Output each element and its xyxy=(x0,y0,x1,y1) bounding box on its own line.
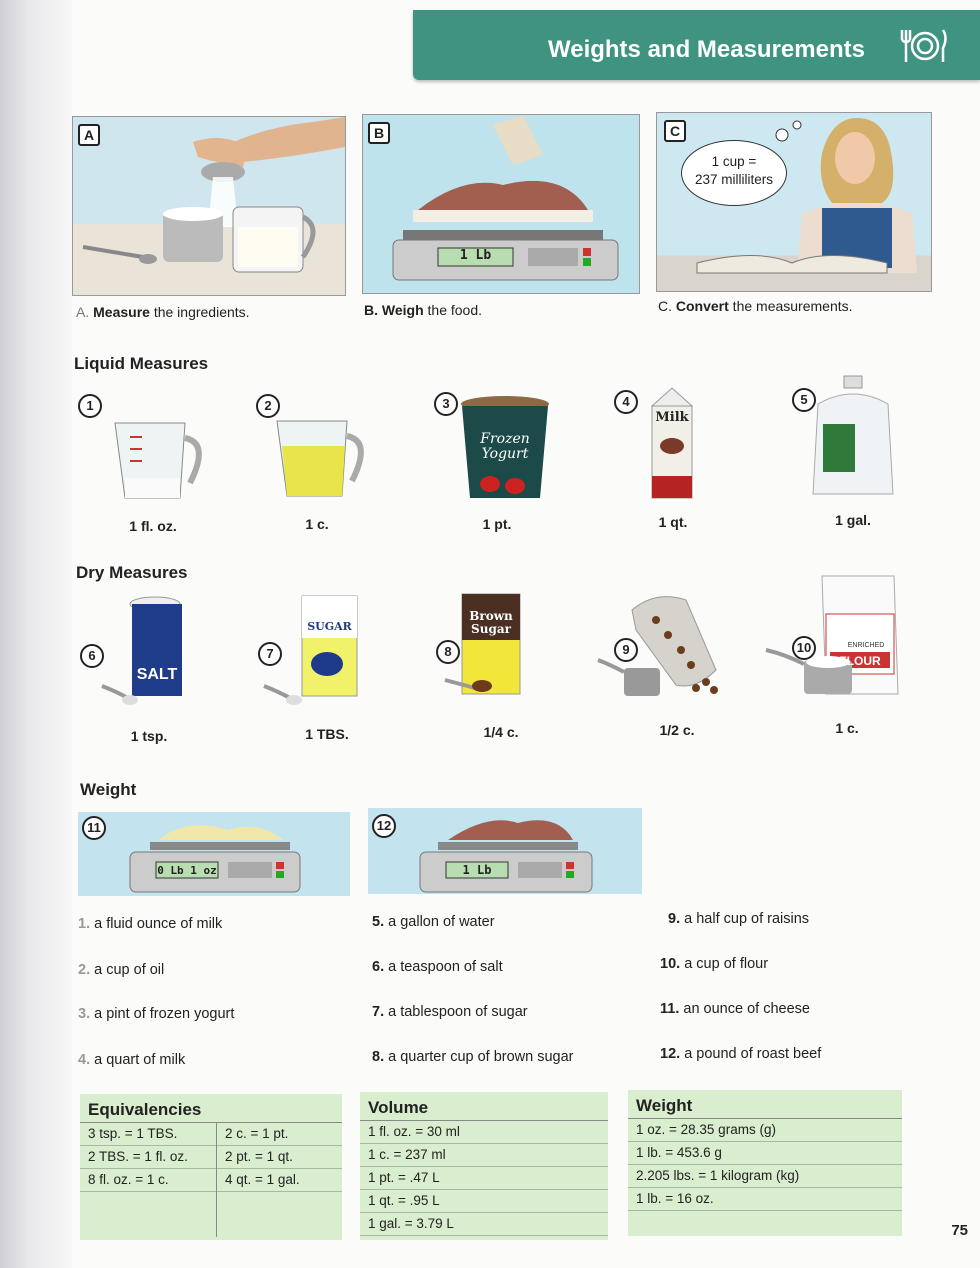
vocab-text: a gallon of water xyxy=(388,914,495,930)
vocab-item-5 xyxy=(372,914,495,930)
caption-a xyxy=(76,304,250,320)
liquid-label-5: 1 gal. xyxy=(835,512,871,528)
item-number-3: 3 xyxy=(434,392,458,416)
plate-fork-knife-icon xyxy=(900,26,948,66)
vocab-item-3 xyxy=(78,1006,234,1022)
brown-sugar-label: Brown Sugar xyxy=(469,609,513,636)
dry-label-6: 1 tsp. xyxy=(130,728,168,744)
weight-table-title: Weight xyxy=(628,1090,902,1119)
vocab-num: 9. xyxy=(668,911,681,927)
vocab-item-10 xyxy=(660,956,768,972)
item-number-11: 11 xyxy=(82,816,106,840)
table-cell: 1 gal. = 3.79 L xyxy=(360,1213,608,1236)
panel-letter-c: C xyxy=(664,120,686,142)
table-cell: 2 TBS. = 1 fl. oz. xyxy=(80,1146,216,1169)
item-number-12: 12 xyxy=(372,814,396,838)
gallon-jug-image xyxy=(808,374,898,498)
table-cell: 2.205 lbs. = 1 kilogram (kg) xyxy=(628,1165,902,1188)
thought-bubble xyxy=(681,140,787,206)
item-number-8: 8 xyxy=(436,640,460,664)
weight-panel-11 xyxy=(78,812,350,896)
vocab-num: 2. xyxy=(78,962,91,978)
table-cell: 1 qt. = .95 L xyxy=(360,1190,608,1213)
caption-b-verb: Weigh xyxy=(381,302,424,318)
table-cell: 8 fl. oz. = 1 c. xyxy=(80,1169,216,1192)
item-number-5: 5 xyxy=(792,388,816,412)
vocab-num: 6. xyxy=(372,959,385,975)
vocab-item-2 xyxy=(78,962,164,978)
table-cell: 1 pt. = .47 L xyxy=(360,1167,608,1190)
panel-convert-measurements xyxy=(656,112,932,292)
vocab-item-1 xyxy=(78,916,222,932)
liquid-label-1: 1 fl. oz. xyxy=(129,518,177,534)
vocab-text: an ounce of cheese xyxy=(683,1001,810,1017)
vocab-text: a quart of milk xyxy=(94,1052,186,1068)
flour-enriched-label: ENRICHED xyxy=(847,642,885,649)
equivalencies-right-column xyxy=(217,1123,342,1237)
item-number-9: 9 xyxy=(614,638,638,662)
caption-b-prefix: B. xyxy=(364,302,378,318)
vocab-item-11 xyxy=(660,1001,810,1017)
frozen-yogurt-label: Frozen Yogurt xyxy=(480,431,530,462)
item-number-6: 6 xyxy=(80,644,104,668)
weight-panel-12 xyxy=(368,808,642,894)
table-cell: 1 c. = 237 ml xyxy=(360,1144,608,1167)
caption-b-rest: the food. xyxy=(423,302,483,318)
item-number-1: 1 xyxy=(78,394,102,418)
caption-c-prefix: C. xyxy=(658,298,672,314)
item-number-2: 2 xyxy=(256,394,280,418)
thought-line-2: 237 milliliters xyxy=(694,172,774,187)
liquid-label-2: 1 c. xyxy=(305,516,329,532)
woman-reading-illustration xyxy=(657,113,931,291)
brown-sugar-box-image xyxy=(440,588,544,700)
vocab-text: a pound of roast beef xyxy=(684,1046,822,1062)
table-cell: 1 fl. oz. = 30 ml xyxy=(360,1121,608,1144)
caption-a-prefix: A. xyxy=(76,304,90,320)
vocab-num: 11. xyxy=(660,1001,680,1017)
page-number: 75 xyxy=(951,1222,968,1239)
thought-line-1: 1 cup = xyxy=(711,154,757,169)
table-cell: 3 tsp. = 1 TBS. xyxy=(80,1123,216,1146)
scale-with-meat-illustration xyxy=(363,115,639,293)
vocab-item-8 xyxy=(372,1049,574,1065)
vocab-num: 5. xyxy=(372,914,385,930)
salt-label: SALT xyxy=(136,666,178,683)
caption-a-rest: the ingredients. xyxy=(149,304,250,320)
liquid-label-4: 1 qt. xyxy=(658,514,688,530)
measuring-cup-oil-image xyxy=(272,416,377,501)
flour-label: FLOUR xyxy=(839,654,881,668)
panel-letter-b: B xyxy=(368,122,390,144)
dry-label-9: 1/2 c. xyxy=(659,722,695,738)
vocab-text: a pint of frozen yogurt xyxy=(94,1006,235,1022)
scale-b-display: 1 Lb xyxy=(459,248,492,263)
scale-11-display: 0 Lb 1 oz xyxy=(157,864,217,877)
vocab-text: a fluid ounce of milk xyxy=(94,916,223,932)
vocab-num: 10. xyxy=(660,956,681,972)
panel-weigh-food xyxy=(362,114,640,294)
raisins-bag-image xyxy=(596,590,730,704)
sugar-box-image xyxy=(262,586,366,712)
page-title: Weights and Measurements xyxy=(548,36,865,63)
caption-b xyxy=(364,302,482,318)
vocab-num: 12. xyxy=(660,1046,681,1062)
item-number-10: 10 xyxy=(792,636,816,660)
vocab-text: a tablespoon of sugar xyxy=(388,1004,528,1020)
weight-table xyxy=(628,1090,902,1236)
section-liquid-measures: Liquid Measures xyxy=(74,354,209,373)
table-cell: 4 qt. = 1 gal. xyxy=(217,1169,342,1192)
vocab-item-12 xyxy=(660,1046,821,1062)
vocab-item-9 xyxy=(668,911,809,927)
caption-c-verb: Convert xyxy=(675,298,729,314)
caption-c-rest: the measurements. xyxy=(728,298,853,314)
table-cell: 1 lb. = 453.6 g xyxy=(628,1142,902,1165)
flour-bag-image xyxy=(764,574,900,702)
scale-roast-beef-illustration xyxy=(368,808,642,894)
vocab-text: a quarter cup of brown sugar xyxy=(388,1049,574,1065)
equivalencies-title: Equivalencies xyxy=(80,1094,342,1123)
table-cell: 1 lb. = 16 oz. xyxy=(628,1188,902,1211)
table-cell: 2 c. = 1 pt. xyxy=(217,1123,342,1146)
vocab-num: 7. xyxy=(372,1004,385,1020)
vocab-text: a teaspoon of salt xyxy=(388,959,503,975)
vocab-num: 3. xyxy=(78,1006,91,1022)
item-number-7: 7 xyxy=(258,642,282,666)
measuring-illustration xyxy=(73,117,345,295)
dry-label-7: 1 TBS. xyxy=(305,726,349,742)
volume-title: Volume xyxy=(360,1092,608,1121)
table-cell: 1 oz. = 28.35 grams (g) xyxy=(628,1119,902,1142)
panel-letter-a: A xyxy=(78,124,100,146)
dry-label-8: 1/4 c. xyxy=(483,724,519,740)
liquid-label-3: 1 pt. xyxy=(482,516,512,532)
vocab-num: 1. xyxy=(78,916,91,932)
milk-carton-image xyxy=(646,386,698,500)
volume-table xyxy=(360,1092,608,1240)
vocab-item-6 xyxy=(372,959,503,975)
scale-cheese-illustration xyxy=(78,812,350,896)
equivalencies-left-column xyxy=(80,1123,217,1237)
dry-label-10: 1 c. xyxy=(835,720,859,736)
scale-12-display: 1 Lb xyxy=(462,863,492,877)
book-spine-shadow xyxy=(0,0,72,1268)
milk-label: Milk xyxy=(655,410,689,425)
section-weight: Weight xyxy=(80,780,137,799)
vocab-text: a cup of flour xyxy=(684,956,769,972)
equivalencies-table xyxy=(80,1094,342,1240)
item-number-4: 4 xyxy=(614,390,638,414)
vocab-item-7 xyxy=(372,1004,528,1020)
caption-a-verb: Measure xyxy=(93,304,150,320)
salt-container-image xyxy=(100,596,192,712)
panel-measure-ingredients xyxy=(72,116,346,296)
sugar-label: SUGAR xyxy=(307,620,352,633)
section-dry-measures: Dry Measures xyxy=(76,563,188,582)
vocab-text: a cup of oil xyxy=(94,962,165,978)
caption-c xyxy=(658,298,853,314)
vocab-text: a half cup of raisins xyxy=(684,911,810,927)
vocab-num: 8. xyxy=(372,1049,385,1065)
vocab-item-4 xyxy=(78,1052,185,1068)
measuring-cup-milk-image xyxy=(110,418,215,503)
table-cell: 2 pt. = 1 qt. xyxy=(217,1146,342,1169)
vocab-num: 4. xyxy=(78,1052,91,1068)
